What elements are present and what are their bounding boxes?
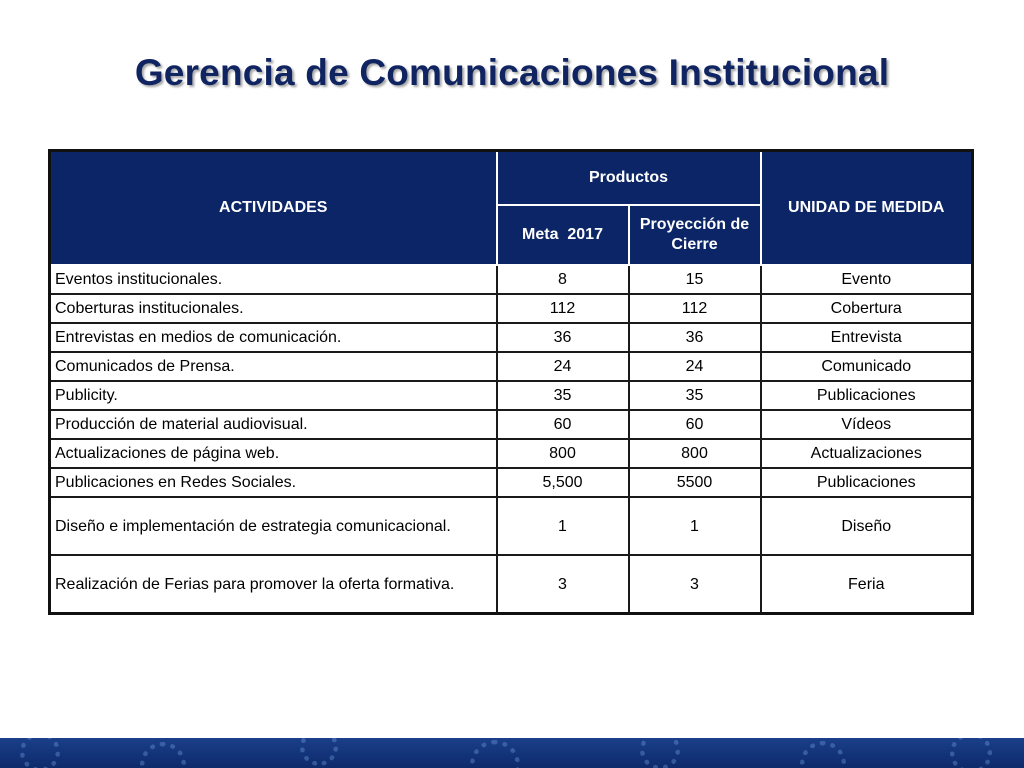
header-proyeccion-de-cierre: Proyección de Cierre (629, 205, 761, 265)
proyeccion-cell: 35 (629, 381, 761, 410)
unidad-cell: Publicaciones (761, 381, 973, 410)
activity-cell: Comunicados de Prensa. (50, 352, 497, 381)
table-row (50, 265, 973, 294)
meta-cell: 1 (497, 497, 629, 555)
proyeccion-cell: 5500 (629, 468, 761, 497)
table-row (50, 323, 973, 352)
header-productos: Productos (497, 151, 761, 206)
decorative-footer-band (0, 738, 1024, 768)
header-actividades: ACTIVIDADES (50, 151, 497, 266)
activity-cell: Coberturas institucionales. (50, 294, 497, 323)
unidad-cell: Feria (761, 555, 973, 614)
meta-cell: 800 (497, 439, 629, 468)
proyeccion-cell: 1 (629, 497, 761, 555)
gear-icon (950, 738, 992, 768)
proyeccion-cell: 60 (629, 410, 761, 439)
activity-cell: Publicity. (50, 381, 497, 410)
unidad-cell: Cobertura (761, 294, 973, 323)
gear-icon (20, 738, 60, 768)
header-meta-2017: Meta 2017 (497, 205, 629, 265)
unidad-cell: Diseño (761, 497, 973, 555)
unidad-cell: Evento (761, 265, 973, 294)
proyeccion-cell: 112 (629, 294, 761, 323)
gear-icon (800, 741, 846, 768)
proyeccion-cell: 3 (629, 555, 761, 614)
meta-cell: 35 (497, 381, 629, 410)
header-unidad-de-medida: UNIDAD DE MEDIDA (761, 151, 973, 266)
gear-icon (140, 742, 186, 768)
proyeccion-cell: 36 (629, 323, 761, 352)
meta-cell: 5,500 (497, 468, 629, 497)
meta-cell: 24 (497, 352, 629, 381)
activity-cell: Publicaciones en Redes Sociales. (50, 468, 497, 497)
table-row (50, 410, 973, 439)
unidad-cell: Vídeos (761, 410, 973, 439)
activity-cell: Entrevistas en medios de comunicación. (50, 323, 497, 352)
proyeccion-cell: 800 (629, 439, 761, 468)
activity-cell: Eventos institucionales. (50, 265, 497, 294)
table-row (50, 555, 973, 614)
table-row (50, 497, 973, 555)
slide-title: Gerencia de Comunicaciones Institucional (134, 52, 890, 93)
table-row (50, 439, 973, 468)
activity-cell: Actualizaciones de página web. (50, 439, 497, 468)
gear-icon (470, 740, 520, 768)
gear-icon (640, 738, 680, 768)
table-row (50, 381, 973, 410)
gear-icon (300, 738, 338, 766)
meta-cell: 8 (497, 265, 629, 294)
table-row (50, 468, 973, 497)
meta-cell: 112 (497, 294, 629, 323)
table-row (50, 294, 973, 323)
proyeccion-cell: 15 (629, 265, 761, 294)
activity-cell: Realización de Ferias para promover la oferta formativa. (50, 555, 497, 614)
activity-cell: Diseño e implementación de estrategia comunicacional. (50, 497, 497, 555)
meta-cell: 36 (497, 323, 629, 352)
activity-cell: Producción de material audiovisual. (50, 410, 497, 439)
activities-table (48, 149, 974, 615)
unidad-cell: Actualizaciones (761, 439, 973, 468)
table-row (50, 352, 973, 381)
unidad-cell: Comunicado (761, 352, 973, 381)
meta-cell: 60 (497, 410, 629, 439)
unidad-cell: Entrevista (761, 323, 973, 352)
unidad-cell: Publicaciones (761, 468, 973, 497)
meta-cell: 3 (497, 555, 629, 614)
proyeccion-cell: 24 (629, 352, 761, 381)
